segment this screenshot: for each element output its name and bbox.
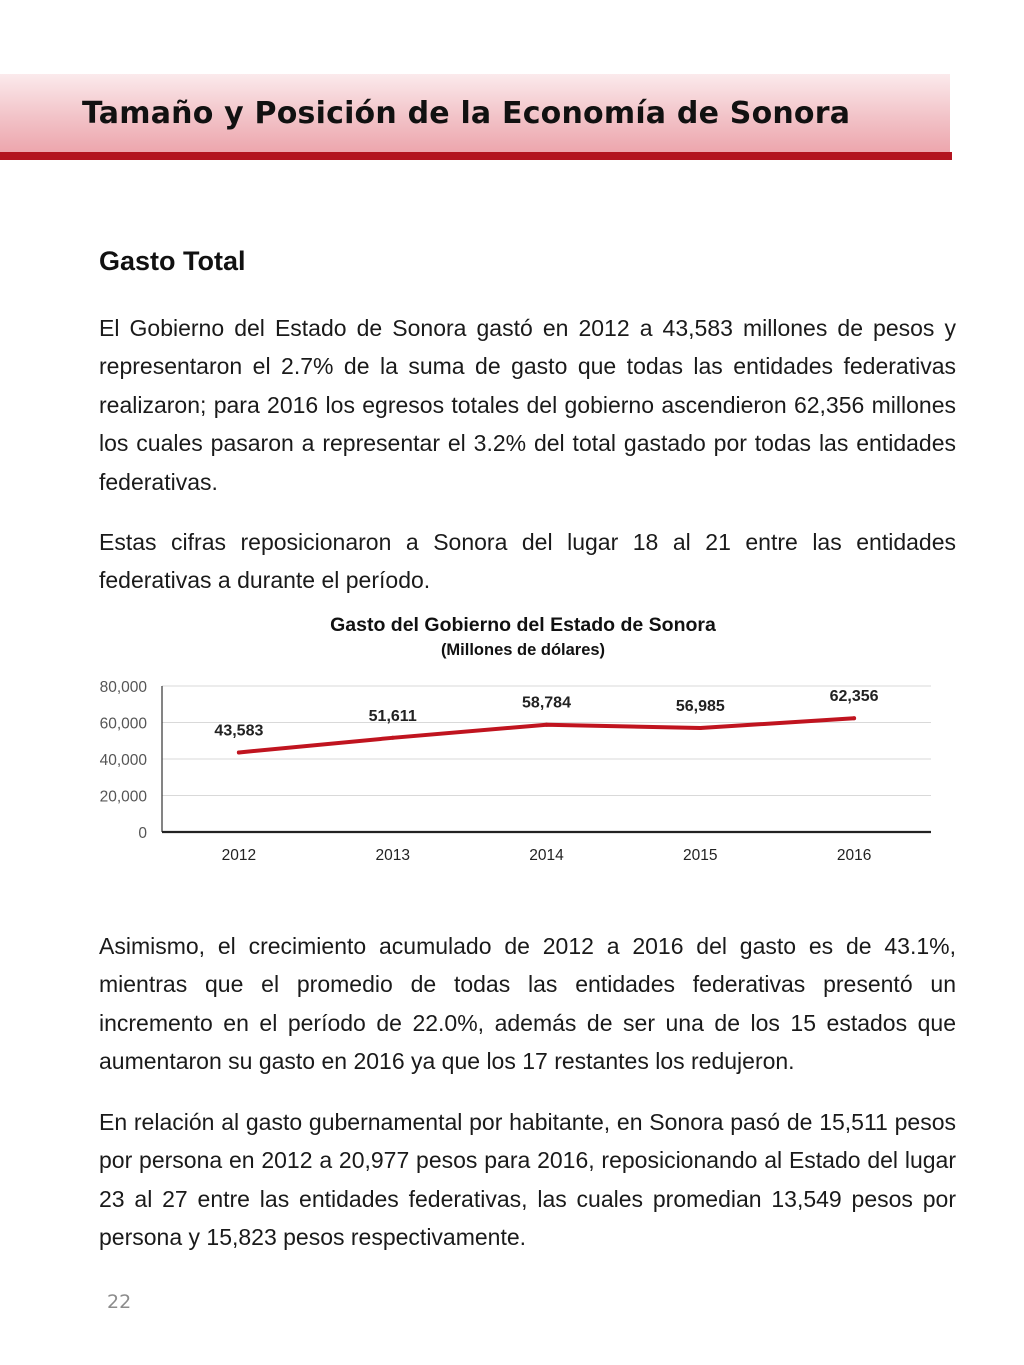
data-point <box>237 750 241 754</box>
header-rule <box>0 152 952 160</box>
data-point <box>391 736 395 740</box>
data-label: 56,985 <box>675 698 725 716</box>
chart-subtitle: (Millones de dólares) <box>440 641 606 659</box>
page-number: 22 <box>107 1291 132 1313</box>
paragraph-3: Asimismo, el crecimiento acumulado de 2012 a 2016 del gasto es de 43.1%, mientras que el promedio de todas las entidades federativas presentó un incremento en el período de 22.0%, además de ser una de los 15 estados que aumentaron su gasto en 2016 ya que los 17 restantes los redujeron. <box>99 933 956 1075</box>
paragraph-4: En relación al gasto gubernamental por habitante, en Sonora pasó de 15,511 pesos por persona en 2012 a 20,977 pesos para 2016, reposicionando al Estado del lugar 23 al 27 entre las entidades federativas, las cuales promedian 13,549 pesos por persona y 15,823 pesos respectivamente. <box>99 1109 956 1251</box>
data-label: 58,784 <box>522 694 571 712</box>
paragraph-1: El Gobierno del Estado de Sonora gastó en 2012 a 43,583 millones de pesos y representaron el 2.7% de la suma de gasto que todas las entidades federativas realizaron; para 2016 los egresos totales del gobierno ascendieron 62,356 millones los cuales pasaron a representar el 3.2% del total gastado por todas las entidades federativas. <box>99 315 956 495</box>
x-tick-label: 2016 <box>836 847 872 864</box>
data-point <box>545 723 549 727</box>
data-point <box>698 726 702 730</box>
series-line <box>239 718 854 752</box>
y-tick-label: 80,000 <box>99 679 147 696</box>
data-point <box>852 716 856 720</box>
y-tick-label: 40,000 <box>99 752 147 769</box>
data-label: 62,356 <box>829 688 879 706</box>
x-tick-label: 2015 <box>683 847 718 864</box>
y-tick-label: 20,000 <box>99 788 147 806</box>
y-tick-label: 60,000 <box>99 715 147 733</box>
data-label: 51,611 <box>368 707 417 725</box>
x-tick-label: 2014 <box>529 847 564 864</box>
paragraph-2: Estas cifras reposicionaron a Sonora del lugar 18 al 21 entre las entidades federativas a durante el período. <box>99 529 956 594</box>
y-tick-label: 0 <box>138 825 147 842</box>
section-heading: Gasto Total <box>99 246 246 276</box>
x-tick-label: 2013 <box>375 847 410 864</box>
chart-title: Gasto del Gobierno del Estado de Sonora <box>330 614 716 636</box>
x-tick-label: 2012 <box>221 847 257 864</box>
data-label: 43,583 <box>214 722 264 740</box>
page-title: Tamaño y Posición de la Economía de Sonora <box>82 96 851 131</box>
